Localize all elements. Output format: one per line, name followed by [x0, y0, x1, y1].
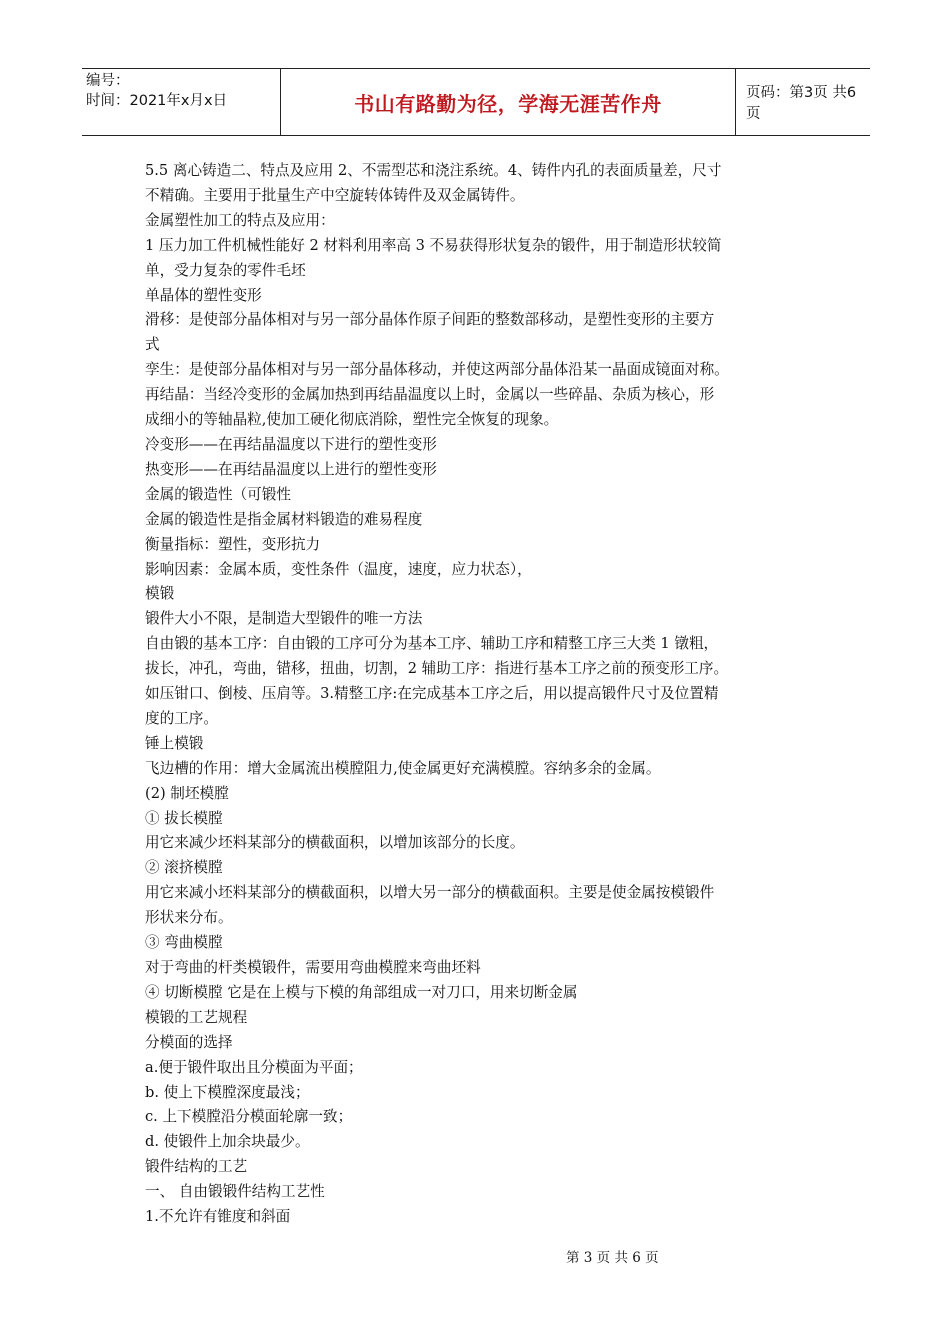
body-text-line: 再结晶：当经冷变形的金属加热到再结晶温度以上时，金属以一些碎晶、杂质为核心，形 [145, 386, 715, 404]
body-text-line: 一、 自由锻锻件结构工艺性 [145, 1183, 325, 1201]
body-text-line: 锻件结构的工艺 [145, 1158, 248, 1176]
document-number-label: 编号： [86, 73, 130, 89]
page-header [82, 68, 870, 136]
body-text-line: ③ 弯曲模膛 [145, 934, 223, 952]
body-text-line: 孪生：是使部分晶体相对与另一部分晶体移动，并使这两部分晶体沿某一晶面成镜面对称。 [145, 361, 729, 379]
body-text-line: c. 上下模膛沿分模面轮廓一致； [145, 1108, 353, 1126]
body-text-line: d. 使锻件上加余块最少。 [145, 1133, 310, 1151]
body-text-line: 5.5 离心铸造二、特点及应用 2、不需型芯和浇注系统。4、铸件内孔的表面质量差，尺寸 [145, 162, 722, 179]
body-text-line: 金属塑性加工的特点及应用： [145, 211, 335, 229]
body-text-line: 不精确。主要用于批量生产中空旋转体铸件及双金属铸件。 [145, 186, 525, 204]
body-text-line: 用它来减少坯料某部分的横截面积，以增加该部分的长度。 [145, 834, 525, 852]
body-text-line: 衡量指标：塑性，变形抗力 [145, 535, 321, 553]
body-text-line: 式 [145, 336, 160, 354]
body-text-line: ② 滚挤模膛 [145, 859, 223, 877]
body-text-line: 自由锻的基本工序：自由锻的工序可分为基本工序、辅助工序和精整工序三大类 1 镦粗， [145, 635, 719, 653]
header-page-info: 页码：第3页 共6页 [746, 85, 857, 122]
body-text-line: 锻件大小不限，是制造大型锻件的唯一方法 [145, 610, 423, 628]
body-text-line: ① 拔长模膛 [145, 809, 223, 827]
body-text-line: 如压钳口、倒棱、压肩等。3.精整工序:在完成基本工序之后，用以提高锻件尺寸及位置精 [145, 685, 719, 703]
page-footer: 第 3 页 共 6 页 [566, 1250, 659, 1266]
body-text-line: 分模面的选择 [145, 1033, 233, 1051]
body-text-line: 单，受力复杂的零件毛坯 [145, 261, 306, 279]
body-text-line: b. 使上下模膛深度最浅； [145, 1083, 310, 1101]
body-text-line: 影响因素：金属本质，变性条件（温度，速度，应力状态）， [145, 560, 532, 578]
body-text-line: 用它来减小坯料某部分的横截面积，以增大另一部分的横截面积。主要是使金属按模锻件 [145, 884, 715, 902]
body-text-line: 形状来分布。 [145, 909, 233, 927]
body-text-line: 成细小的等轴晶粒,使加工硬化彻底消除，塑性完全恢复的现象。 [145, 411, 559, 429]
body-text-line: 模锻的工艺规程 [145, 1008, 248, 1026]
header-motto: 书山有路勤为径，学海无涯苦作舟 [280, 69, 736, 135]
body-text-line: 1.不允许有锥度和斜面 [145, 1208, 291, 1226]
body-text-line: 热变形——在再结晶温度以上进行的塑性变形 [145, 460, 437, 478]
body-text-line: 模锻 [145, 585, 175, 603]
body-text-line: 锤上模锻 [145, 734, 204, 752]
body-text-line: 金属的锻造性（可锻性 [145, 485, 291, 503]
document-date: 时间：2021年x月x日 [86, 93, 228, 109]
body-text-line: 度的工序。 [145, 709, 218, 727]
document-body [145, 159, 815, 1230]
body-text-line: 对于弯曲的杆类模锻件，需要用弯曲模膛来弯曲坯料 [145, 959, 481, 976]
body-text-line: 1 压力加工件机械性能好 2 材料利用率高 3 不易获得形状复杂的锻件，用于制造形状较简 [145, 236, 722, 254]
body-text-line: ④ 切断模膛 它是在上模与下模的角部组成一对刀口，用来切断金属 [145, 983, 578, 1001]
header-meta [82, 69, 280, 135]
body-text-line: (2) 制坯模膛 [145, 784, 229, 802]
body-text-line: 冷变形——在再结晶温度以下进行的塑性变形 [145, 435, 437, 453]
body-text-line: a.便于锻件取出且分模面为平面； [145, 1058, 363, 1076]
body-text-line: 单晶体的塑性变形 [145, 286, 262, 304]
body-text-line: 金属的锻造性是指金属材料锻造的难易程度 [145, 510, 423, 528]
body-text-line: 滑移：是使部分晶体相对与另一部分晶体作原子间距的整数部移动，是塑性变形的主要方 [145, 311, 715, 329]
body-text-line: 飞边槽的作用：增大金属流出模膛阻力,使金属更好充满模膛。容纳多余的金属。 [145, 759, 661, 777]
body-text-line: 拔长，冲孔，弯曲，错移，扭曲，切割，2 辅助工序：指进行基本工序之前的预变形工序。 [145, 660, 729, 678]
